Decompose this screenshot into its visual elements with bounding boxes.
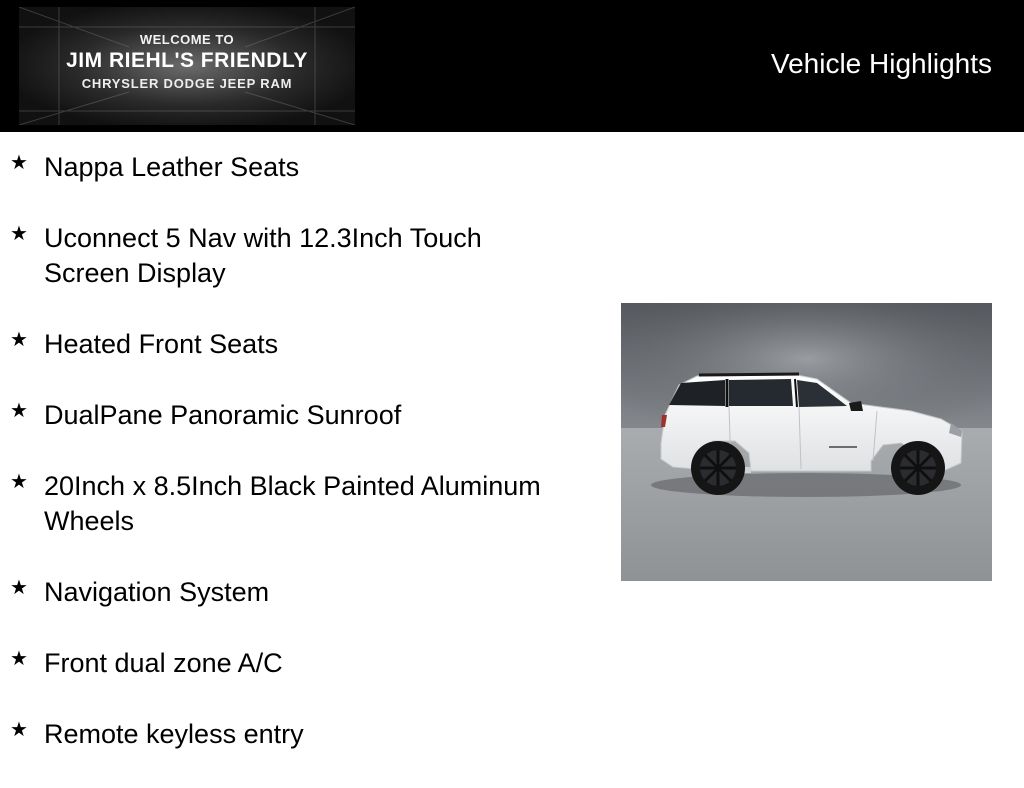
feature-item <box>10 717 570 752</box>
feature-text: Navigation System <box>44 577 270 607</box>
star-icon: ★ <box>10 648 28 670</box>
star-icon: ★ <box>10 152 28 174</box>
feature-item <box>10 469 570 539</box>
feature-text: Uconnect 5 Nav with 12.3Inch Touch Screen Display <box>44 223 482 288</box>
feature-item <box>10 327 570 362</box>
logo-dealer-name: JIM RIEHL'S FRIENDLY <box>66 49 308 72</box>
feature-list <box>10 150 570 788</box>
logo-welcome-text: WELCOME TO <box>139 32 235 47</box>
feature-item <box>10 221 570 291</box>
feature-text: Front dual zone A/C <box>44 648 283 678</box>
feature-text: Remote keyless entry <box>44 719 304 749</box>
dealer-logo <box>19 7 355 125</box>
star-icon: ★ <box>10 471 28 493</box>
feature-item <box>10 150 570 185</box>
feature-item <box>10 398 570 433</box>
page-title: Vehicle Highlights <box>770 48 992 79</box>
vehicle-photo <box>621 303 992 581</box>
star-icon: ★ <box>10 719 28 741</box>
star-icon: ★ <box>10 577 28 599</box>
feature-item <box>10 575 570 610</box>
feature-text: Nappa Leather Seats <box>44 152 300 182</box>
header-banner <box>0 0 1024 132</box>
suv-side-view-image <box>621 303 992 581</box>
feature-text: 20Inch x 8.5Inch Black Painted Aluminum Wheels <box>44 471 541 536</box>
feature-text: Heated Front Seats <box>44 329 279 359</box>
star-icon: ★ <box>10 400 28 422</box>
star-icon: ★ <box>10 223 28 245</box>
feature-text: DualPane Panoramic Sunroof <box>44 400 402 430</box>
feature-item <box>10 646 570 681</box>
star-icon: ★ <box>10 329 28 351</box>
logo-brands-text: CHRYSLER DODGE JEEP RAM <box>81 76 293 91</box>
